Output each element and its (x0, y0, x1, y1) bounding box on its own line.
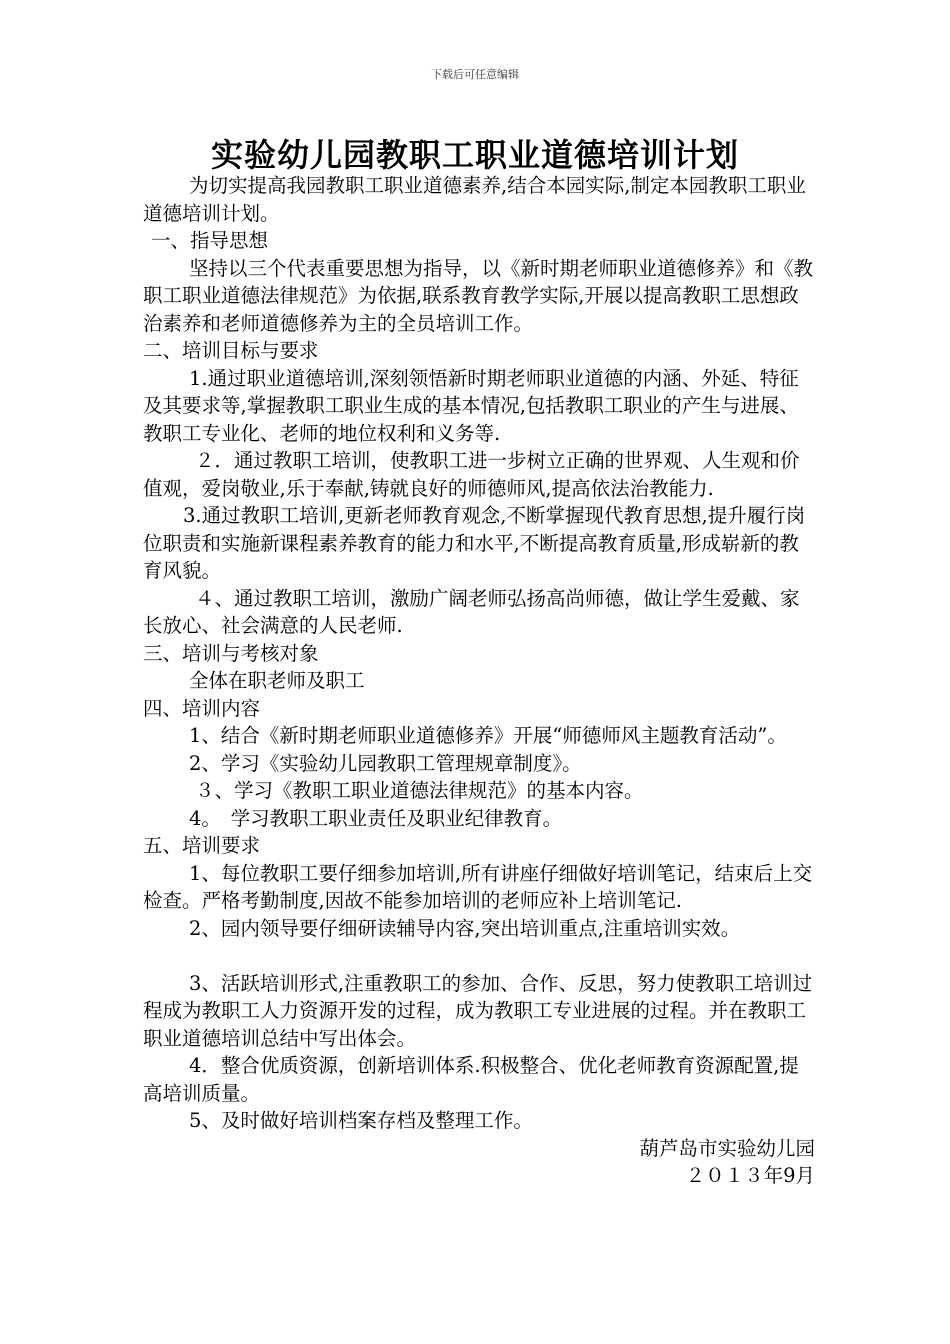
signature-date: ２０１３年9月 (685, 1164, 815, 1187)
signature-org: 葫芦岛市实验幼儿园 (639, 1136, 815, 1160)
intro-paragraph: 为切实提高我园教职工职业道德素养,结合本园实际,制定本园教职工职业道德培训计划。 (143, 174, 806, 225)
section-heading-4: 四、培训内容 (143, 696, 261, 720)
spacer (143, 942, 815, 970)
list-item: 4。 学习教职工职业责任及职业纪律教育。 (189, 806, 563, 830)
list-item: 1、结合《新时期老师职业道德修养》开展“师德师风主题教育活动”。 (189, 724, 787, 747)
document-body (143, 172, 815, 1190)
list-item: 4．整合优质资源，创新培训体系.积极整合、优化老师教育资源配置,提高培训质量。 (143, 1054, 799, 1105)
list-item: ２．通过教职工培训，使教职工进一步树立正确的世界观、人生观和价值观，爱岗敬业,乐于奉献,铸就良好的师德师风,提高依法治教能力. (143, 449, 800, 500)
section-body-1: 坚持以三个代表重要思想为指导，以《新时期老师职业道德修养》和《教职工职业道德法律规范》为依据,联系教育教学实际,开展以提高教职工思想政治素养和老师道德修养为主的全员培训工作。 (143, 256, 814, 335)
list-item: 1.通过职业道德培训,深刻领悟新时期老师职业道德的内涵、外延、特征及其要求等,掌握教职工职业生成的基本情况,包括教职工职业的产生与进展、教职工专业化、老师的地位权利和义务等. (143, 366, 799, 445)
section-heading-3: 三、培训与考核对象 (143, 641, 319, 665)
list-item: 1、每位教职工要仔细参加培训,所有讲座仔细做好培训笔记，结束后上交检查。严格考勤制度,因故不能参加培训的老师应补上培训笔记. (143, 861, 813, 912)
list-item: 3.通过教职工培训,更新老师教育观念,不断掌握现代教育思想,提升履行岗位职责和实施新课程素养教育的能力和水平,不断提高教育质量,形成崭新的教育风貌。 (143, 504, 806, 582)
list-item: 3、活跃培训形式,注重教职工的参加、合作、反思，努力使教职工培训过程成为教职工人力资源开发的过程，成为教职工专业进展的过程。并在教职工职业道德培训总结中写出体会。 (143, 971, 813, 1050)
list-item: ３、学习《教职工职业道德法律规范》的基本内容。 (195, 779, 644, 802)
section-heading-2: 二、培训目标与要求 (143, 339, 319, 362)
list-item: 2、学习《实验幼儿园教职工管理规章制度》。 (189, 751, 582, 775)
document-title: 实验幼儿园教职工职业道德培训计划 (210, 136, 739, 174)
section-heading-5: 五、培训要求 (143, 834, 261, 857)
section-body-3: 全体在职老师及职工 (189, 669, 365, 692)
list-item: ４、通过教职工培训，激励广阔老师弘扬高尚师德，做让学生爱戴、家长放心、社会满意的人民老师. (143, 586, 800, 637)
list-item: 2、园内领导要仔细研读辅导内容,突出培训重点,注重培训实效。 (189, 916, 741, 940)
header-note: 下载后可任意编辑 (431, 68, 519, 81)
list-item: 5、及时做好培训档案存档及整理工作。 (189, 1109, 533, 1132)
section-heading-1: 一、指导思想 (151, 229, 269, 252)
